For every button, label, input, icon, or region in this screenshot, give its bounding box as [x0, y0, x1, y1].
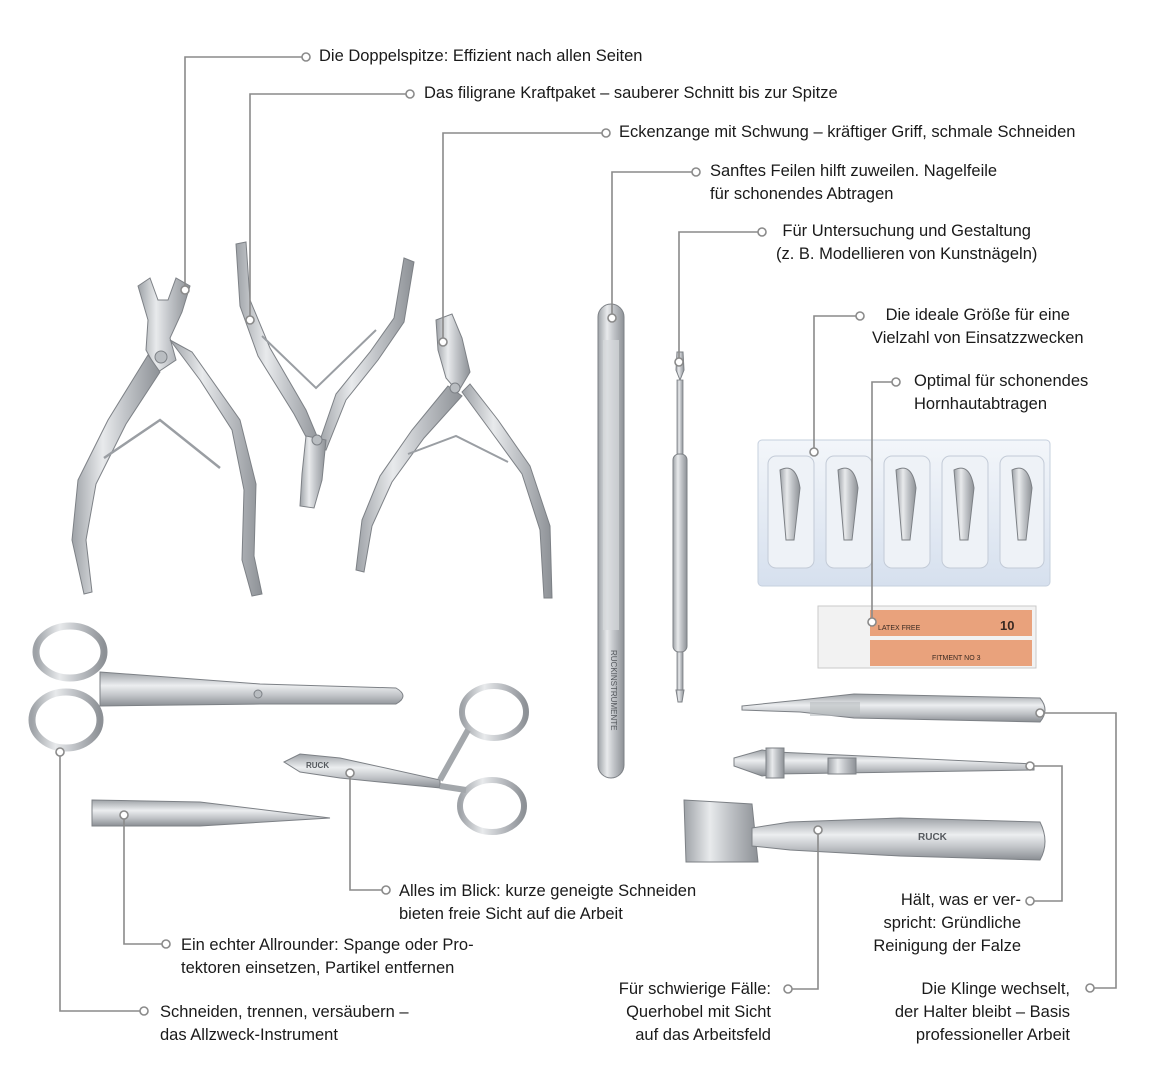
corner-nipper [356, 314, 552, 598]
dot-callus-start [868, 618, 876, 626]
label-ideal-size: Die ideale Größe für eine Vielzahl von Einsatzzwecken [872, 306, 1084, 347]
file-imprint: RUCKINSTRUMENTE [609, 650, 618, 731]
dot-tilted-end [382, 886, 390, 894]
dot-scissors-end [140, 1007, 148, 1015]
callus-planer [684, 800, 1045, 862]
dot-double-tip-start [181, 286, 189, 294]
dot-scalpel-start [1036, 709, 1044, 717]
label-allrounder: Ein echter Allrounder: Spange oder Pro- tektoren einsetzen, Partikel entfernen [181, 936, 474, 977]
tilted-brand: RUCK [306, 761, 330, 770]
dot-filigree-start [246, 316, 254, 324]
dot-allrounder-end [162, 940, 170, 948]
label-double-tip: Die Doppelspitze: Effizient nach allen Seiten [319, 47, 643, 65]
dot-ideal-start [810, 448, 818, 456]
label-planer: Für schwierige Fälle: Querhobel mit Sicht auf das Arbeitsfeld [618, 980, 771, 1044]
dot-tilted-start [346, 769, 354, 777]
blade-number: 10 [1000, 618, 1015, 633]
dot-planer-start [814, 826, 822, 834]
label-nail-file: Sanftes Feilen hilft zuweilen. Nagelfeile für schonendes Abtragen [710, 162, 998, 203]
label-tilted: Alles im Blick: kurze geneigte Schneiden bieten freie Sicht auf die Arbeit [399, 882, 697, 923]
leader-allrounder [124, 815, 166, 944]
leader-corner-nipper [443, 133, 606, 342]
dot-curette-end [1026, 897, 1034, 905]
nail-fold-curette [734, 748, 1034, 778]
leader-scissors [60, 752, 144, 1011]
leader-scalpel [1040, 713, 1116, 988]
scissors [32, 626, 403, 748]
tilted-nipper-scissors [284, 686, 526, 832]
nail-file [598, 304, 624, 778]
label-curette: Hält, was er ver- spricht: Gründliche Reinigung der Falze [873, 891, 1021, 955]
dot-double-tip-end [302, 53, 310, 61]
planer-brand: RUCK [918, 832, 947, 843]
dot-planer-end [784, 985, 792, 993]
double-tip-nipper [72, 278, 262, 596]
dot-corner-start [439, 338, 447, 346]
leader-planer [788, 830, 818, 989]
leader-ideal-size [814, 316, 860, 452]
label-callus: Optimal für schonendes Hornhautabtragen [914, 372, 1089, 413]
modelling-probe [673, 352, 687, 702]
latex-label: LATEX FREE [878, 625, 921, 632]
label-corner-nipper: Eckenzange mit Schwung – kräftiger Griff, schmale Schneiden [619, 123, 1076, 141]
leader-probe [679, 232, 762, 362]
label-scissors: Schneiden, trennen, versäubern – das Allzweck-Instrument [160, 1003, 409, 1044]
label-probe: Für Untersuchung und Gestaltung (z. B. Modellieren von Kunstnägeln) [776, 222, 1038, 263]
leader-filigree [250, 94, 410, 320]
blade-pack [758, 440, 1050, 586]
label-filigree: Das filigrane Kraftpaket – sauberer Schnitt bis zur Spitze [424, 84, 838, 102]
leader-tilted [350, 773, 386, 890]
leader-nail-file [612, 172, 696, 318]
dot-filigree-end [406, 90, 414, 98]
dot-allrounder-start [120, 811, 128, 819]
fitment-label: FITMENT NO 3 [932, 655, 981, 662]
dot-ideal-end [856, 312, 864, 320]
dot-corner-end [602, 129, 610, 137]
dot-scissors-start [56, 748, 64, 756]
dot-curette-start [1026, 762, 1034, 770]
dot-probe-end [758, 228, 766, 236]
label-scalpel: Die Klinge wechselt, der Halter bleibt – Basis professioneller Arbeit [894, 980, 1070, 1044]
dot-file-start [608, 314, 616, 322]
dot-scalpel-end [1086, 984, 1094, 992]
dot-file-end [692, 168, 700, 176]
scalpel-handle [742, 694, 1045, 722]
dot-callus-end [892, 378, 900, 386]
dot-probe-start [675, 358, 683, 366]
foil-blade-packs [818, 606, 1036, 668]
